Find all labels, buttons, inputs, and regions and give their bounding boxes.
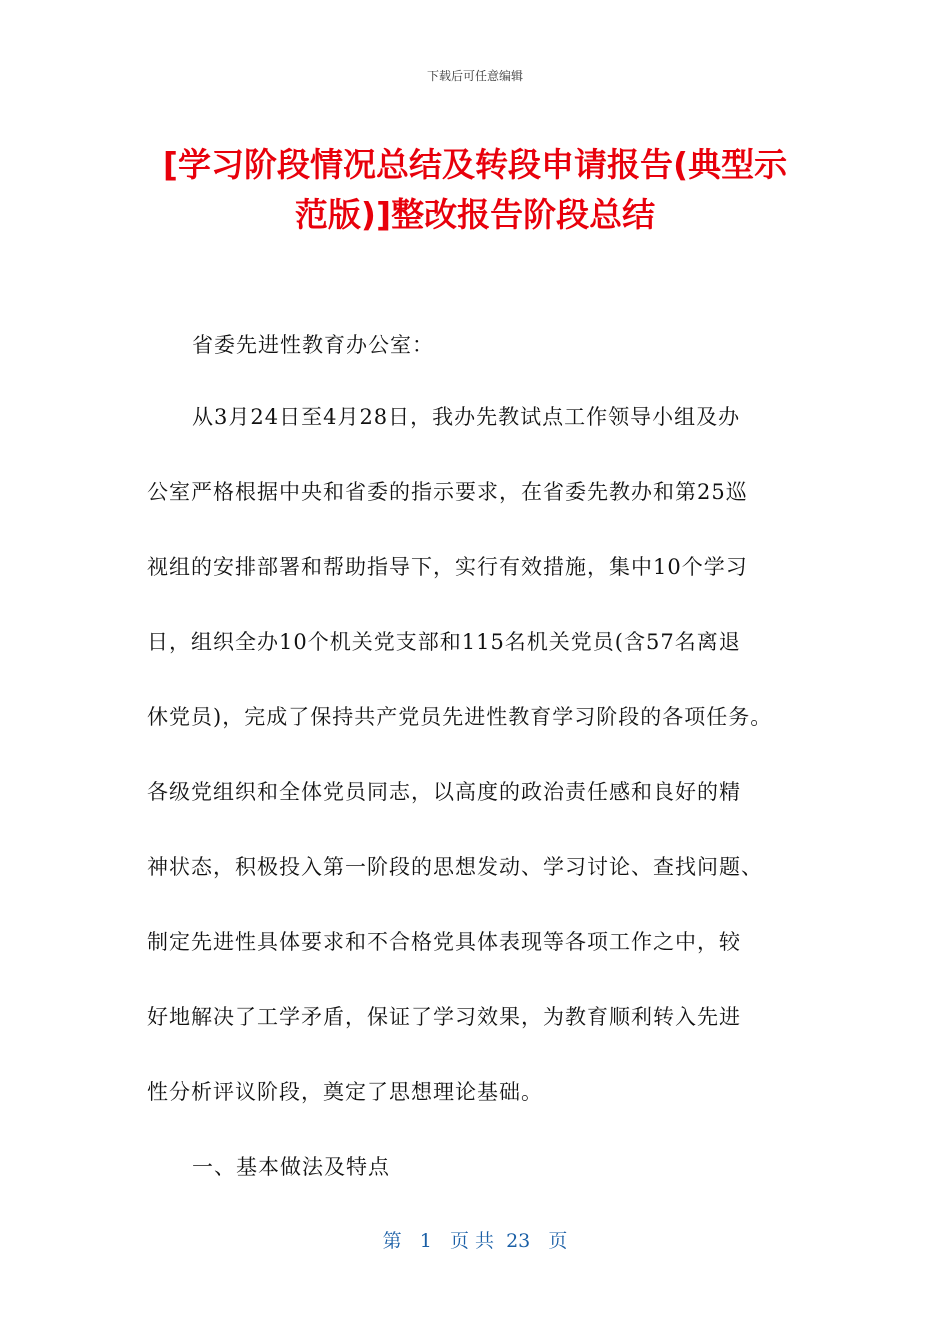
- page-footer: [0, 1226, 950, 1253]
- page-current: 1: [419, 1230, 432, 1252]
- paragraph-line: 公室严格根据中央和省委的指示要求，在省委先教办和第25巡: [147, 480, 748, 504]
- paragraph-line: 休党员)，完成了保持共产党员先进性教育学习阶段的各项任务。: [147, 705, 773, 729]
- paragraph-line: 制定先进性具体要求和不合格党具体表现等各项工作之中，较: [147, 930, 741, 954]
- section-heading: 一、基本做法及特点: [192, 1155, 390, 1179]
- header-note: 下载后可任意编辑: [426, 69, 523, 83]
- paragraph-line: 好地解决了工学矛盾，保证了学习效果，为教育顺利转入先进: [147, 1005, 741, 1029]
- paragraph-line: 性分析评议阶段，奠定了思想理论基础。: [147, 1080, 543, 1104]
- paragraph-line: 日，组织全办10个机关党支部和115名机关党员(含57名离退: [147, 630, 741, 654]
- title-line-2: 范版)]整改报告阶段总结: [294, 195, 656, 234]
- footer-prefix: 第: [382, 1230, 402, 1252]
- page-total: 23: [506, 1230, 531, 1252]
- footer-mid: 页 共: [449, 1230, 494, 1252]
- footer-suffix: 页: [548, 1230, 568, 1252]
- salutation: 省委先进性教育办公室：: [192, 333, 434, 357]
- document-title: [140, 140, 810, 240]
- paragraph-line: 视组的安排部署和帮助指导下，实行有效措施，集中10个学习: [147, 555, 748, 579]
- title-line-1: [学习阶段情况总结及转段申请报告(典型示: [162, 145, 788, 184]
- paragraph-line: 从3月24日至4月28日，我办先教试点工作领导小组及办: [192, 405, 741, 429]
- paragraph-line: 各级党组织和全体党员同志，以高度的政治责任感和良好的精: [147, 780, 741, 804]
- paragraph-line: 神状态，积极投入第一阶段的思想发动、学习讨论、查找问题、: [147, 855, 763, 879]
